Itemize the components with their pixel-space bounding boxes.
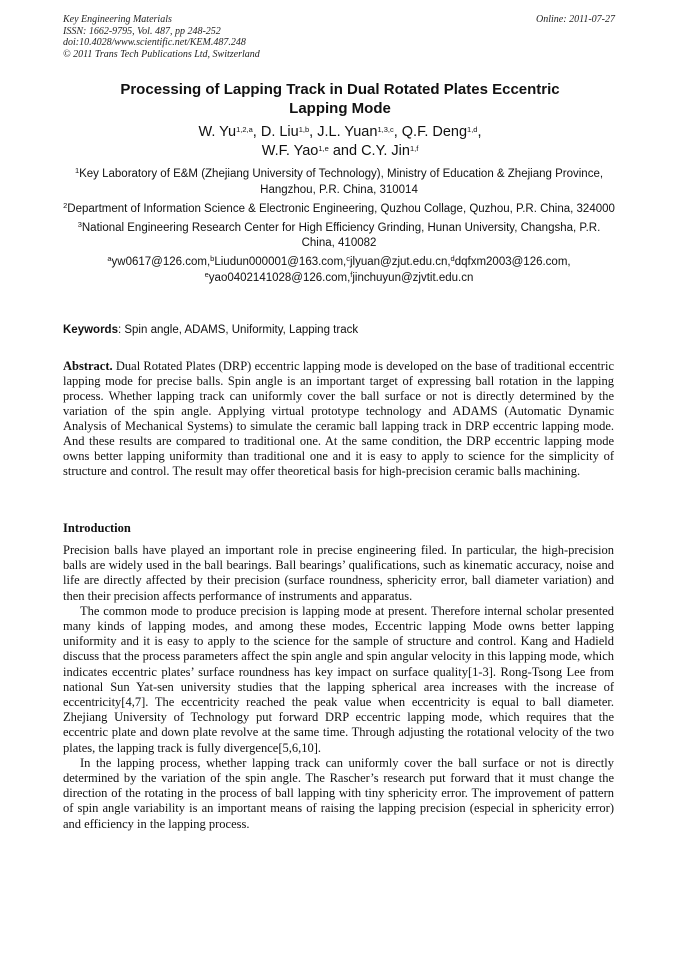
keywords-text: : Spin angle, ADAMS, Uniformity, Lapping track bbox=[117, 324, 359, 336]
introduction-body bbox=[63, 543, 614, 832]
section-heading: Introduction bbox=[63, 521, 131, 535]
author: J.L. Yuan$^{1,3,c}$, bbox=[317, 124, 402, 140]
email-link[interactable]: Liudun000001@163.com bbox=[214, 256, 344, 268]
abstract-text: Dual Rotated Plates (DRP) eccentric lapping mode is developed on the base of traditional eccentric lapping mode for precise balls. Spin angle is an important target of expressing ball rotation in the lapping process. Whether lapping track can uniformly cover the ball surface or not is directly determined by the variation of the spin angle. Applying virtual prototype technology and ADAMS (Automatic Dynamic Analysis of Mechanical Systems) to simulate the ceramic ball lapping track in DRP eccentric lapping mode. And these results are compared to traditional one. At the same condition, the DRP eccentric lapping mode owns better lapping uniformity than traditional one and it is easy to apply to science for the simplicity of structure and control. The result may offer theoretical basis for high-precision ceramic balls machining. bbox=[63, 359, 614, 479]
author: D. Liu$^{1,b}$, bbox=[260, 124, 318, 140]
author: W. Yu$^{1,2,a}$, bbox=[198, 124, 261, 140]
email-list: $^a$yw0617@126.com,$^b$Liudun000001@163.com,$^c$jlyuan@zjut.edu.cn,$^d$dqfxm2003@126.com, $^e$yao0402141028@126.com,$^f$jinchuyun@zjvtit.edu.cn bbox=[107, 254, 571, 284]
affiliation: $^3$National Engineering Research Center for High Efficiency Grinding, Hunan University, Changsha, P.R. China, 410082 bbox=[77, 219, 601, 249]
email-link[interactable]: jlyuan@zjut.edu.cn bbox=[350, 256, 448, 268]
keywords-label: Keywords bbox=[63, 324, 118, 336]
paragraph: In the lapping process, whether lapping track can uniformly cover the ball surface or not is directly determined by the variation of the spin angle. The Rascher’s research put forward that it must change the direction of the rotating in the process of ball lapping with tiny sphericity error. The improvement of pattern of spin angle variability is an important means of raising the lapping precision (especial in sphericity error) and efficiency in the lapping process. bbox=[63, 755, 614, 831]
paragraph: Precision balls have played an important role in precise engineering filed. In particular, the high-precision balls are widely used in the ball bearings. Ball bearings’ qualifications, such as kinematic accuracy, noise and life are directly affected by their precision (surface roundness, sphericity error, ball diameter variation) and then their precision affects performance of instruments and apparatus. bbox=[63, 543, 614, 603]
copyright-line: © 2011 Trans Tech Publications Ltd, Switzerland bbox=[63, 48, 260, 60]
email-link[interactable]: yao0402141028@126.com bbox=[208, 271, 348, 284]
email-link[interactable]: jinchuyun@zjvtit.edu.cn bbox=[352, 271, 474, 284]
affiliation: $^1$Key Laboratory of E&M (Zhejiang University of Technology), Ministry of Education & Zhejiang Province, Hangzhou, P.R. China, 310014 bbox=[74, 166, 604, 196]
abstract bbox=[63, 359, 614, 479]
author: C.Y. Jin$^{1,f}$ bbox=[361, 143, 419, 159]
email-link[interactable]: yw0617@126.com bbox=[111, 256, 207, 268]
doi-line: doi:10.4028/www.scientific.net/KEM.487.248 bbox=[63, 37, 246, 48]
affiliations bbox=[63, 167, 615, 286]
author: Q.F. Deng$^{1,d}$, bbox=[401, 124, 482, 140]
affiliation: $^2$Department of Information Science & Electronic Engineering, Quzhou Collage, Quzhou, P.R. China, 324000 bbox=[63, 200, 615, 215]
author-list bbox=[95, 123, 585, 161]
keywords bbox=[63, 323, 615, 338]
issn-line: ISSN: 1662-9795, Vol. 487, pp 248-252 bbox=[63, 25, 221, 37]
email-link[interactable]: dqfxm2003@126.com bbox=[454, 256, 568, 268]
paper-title: Processing of Lapping Track in Dual Rotated Plates Eccentric Lapping Mode bbox=[120, 81, 560, 117]
author: W.F. Yao$^{1,e}$ and bbox=[261, 143, 362, 159]
journal-header bbox=[63, 14, 615, 60]
abstract-label: Abstract. bbox=[63, 359, 113, 373]
paragraph: The common mode to produce precision is lapping mode at present. Therefore internal scholar presented many kinds of lapping modes, and among these modes, Eccentric lapping Mode owns better lapping uniformity and it is easy to apply to the science for the sample of structure and control. Kang and Hadield discuss that the process parameters affect the spin angle and spin angular velocity in this lapping mode, which indicates eccentric plates’ surface roundness has key impact on surface quality[1-3]. Rong-Tsong Lee from national Sun Yat-sen university studies that the lapping spherical area increases with the increase of eccentricity[4,7]. The eccentricity reached the peak value when eccentricity is equal to ball diameter. Zhejiang University of Technology put forward DRP eccentric lapping mode, which requires that the eccentric plate and down plate revolve at the same time. Through adjusting the rotational velocity of the two plates, the lapping track is fully divergence[5,6,10]. bbox=[63, 603, 614, 755]
online-date: Online: 2011-07-27 bbox=[536, 14, 615, 25]
journal-name: Key Engineering Materials bbox=[63, 14, 172, 25]
